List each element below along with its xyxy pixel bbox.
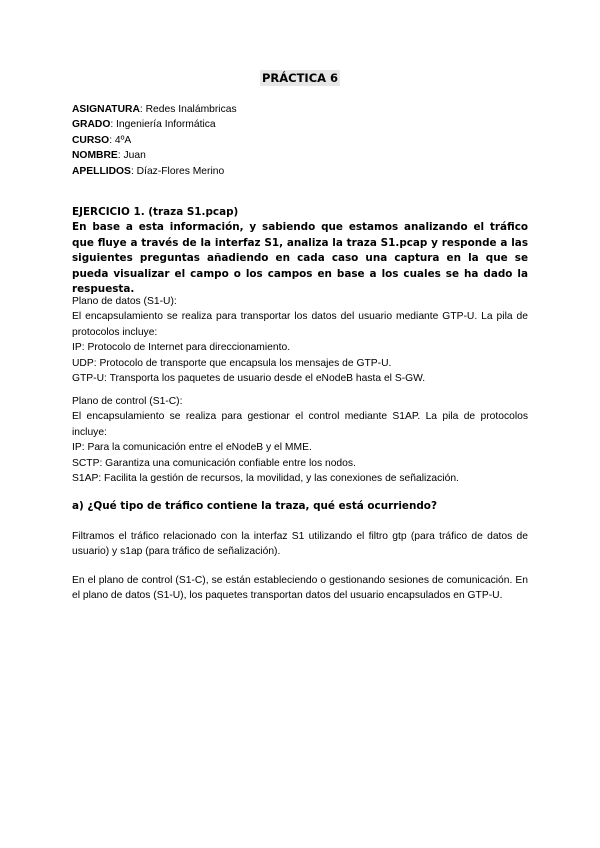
answer-a-paragraph-2-wrap: [72, 573, 528, 604]
info-row-degree: [72, 117, 528, 132]
info-label: ASIGNATURA: [72, 104, 140, 115]
info-label: GRADO: [72, 119, 111, 131]
info-value: : Redes Inalámbricas: [139, 104, 237, 115]
data-plane-intro: El encapsulamiento se realiza para transportar los datos del usuario mediante GTP-U. La pila de protocolos incluye:: [72, 311, 528, 338]
control-plane-heading: Plano de control (S1-C):: [72, 396, 183, 407]
exercise-statement: En base a esta información, y sabiendo que estamos analizando el tráfico que fluye a través de la interfaz S1, analiza la traza S1.pcap y responde a las siguientes preguntas añadiendo en cada caso una captura en la que se pueda visualizar el campo o los campos en base a los cuales se ha dado la respuesta.: [72, 221, 528, 296]
info-label: NOMBRE: [72, 150, 118, 162]
control-plane-item: IP: Para la comunicación entre el eNodeB y el MME.: [72, 442, 312, 454]
info-row-course: [72, 133, 528, 148]
page-title: PRÁCTICA 6: [261, 71, 339, 85]
info-value: : Juan: [117, 150, 146, 162]
info-row-surname: [72, 164, 528, 179]
control-plane-item: SCTP: Garantiza una comunicación confiable entre los nodos.: [72, 457, 356, 469]
control-plane-item: S1AP: Facilita la gestión de recursos, la movilidad, y las conexiones de señalización.: [72, 473, 459, 485]
answer-a-paragraph-1-wrap: [72, 529, 528, 560]
info-label: APELLIDOS: [72, 165, 131, 177]
data-plane-section: [72, 294, 528, 386]
info-label: CURSO: [72, 134, 110, 146]
info-row-name: [72, 148, 528, 163]
student-info: [72, 102, 528, 179]
exercise-heading: EJERCICIO 1. (traza S1.pcap): [72, 206, 239, 218]
info-value: : 4ºA: [109, 134, 132, 146]
data-plane-item: IP: Protocolo de Internet para direccionamiento.: [72, 342, 291, 354]
info-row-subject: [72, 102, 528, 117]
answer-a-paragraph-2: En el plano de control (S1-C), se están estableciendo o gestionando sesiones de comunicación. En el plano de datos (S1-U), los paquetes transportan datos del usuario encapsulados en GTP-U.: [72, 575, 528, 602]
data-plane-heading: Plano de datos (S1-U):: [72, 296, 177, 307]
control-plane-intro: El encapsulamiento se realiza para gestionar el control mediante S1AP. La pila de protocolos incluye:: [72, 411, 528, 438]
question-a-section: [72, 499, 528, 514]
info-value: : Díaz-Flores Merino: [130, 165, 225, 177]
data-plane-item: UDP: Protocolo de transporte que encapsula los mensajes de GTP-U.: [72, 357, 392, 369]
question-a-heading: a) ¿Qué tipo de tráfico contiene la traza, qué está ocurriendo?: [72, 500, 437, 512]
exercise-section: [72, 205, 528, 297]
data-plane-item: GTP-U: Transporta los paquetes de usuario desde el eNodeB hasta el S-GW.: [72, 373, 426, 385]
info-value: : Ingeniería Informática: [110, 119, 216, 131]
control-plane-section: [72, 394, 528, 486]
answer-a-paragraph-1: Filtramos el tráfico relacionado con la interfaz S1 utilizando el filtro gtp (para tráfico de datos de usuario) y s1ap (para tráfico de señalización).: [72, 531, 528, 558]
page-title-wrapper: [0, 71, 600, 85]
